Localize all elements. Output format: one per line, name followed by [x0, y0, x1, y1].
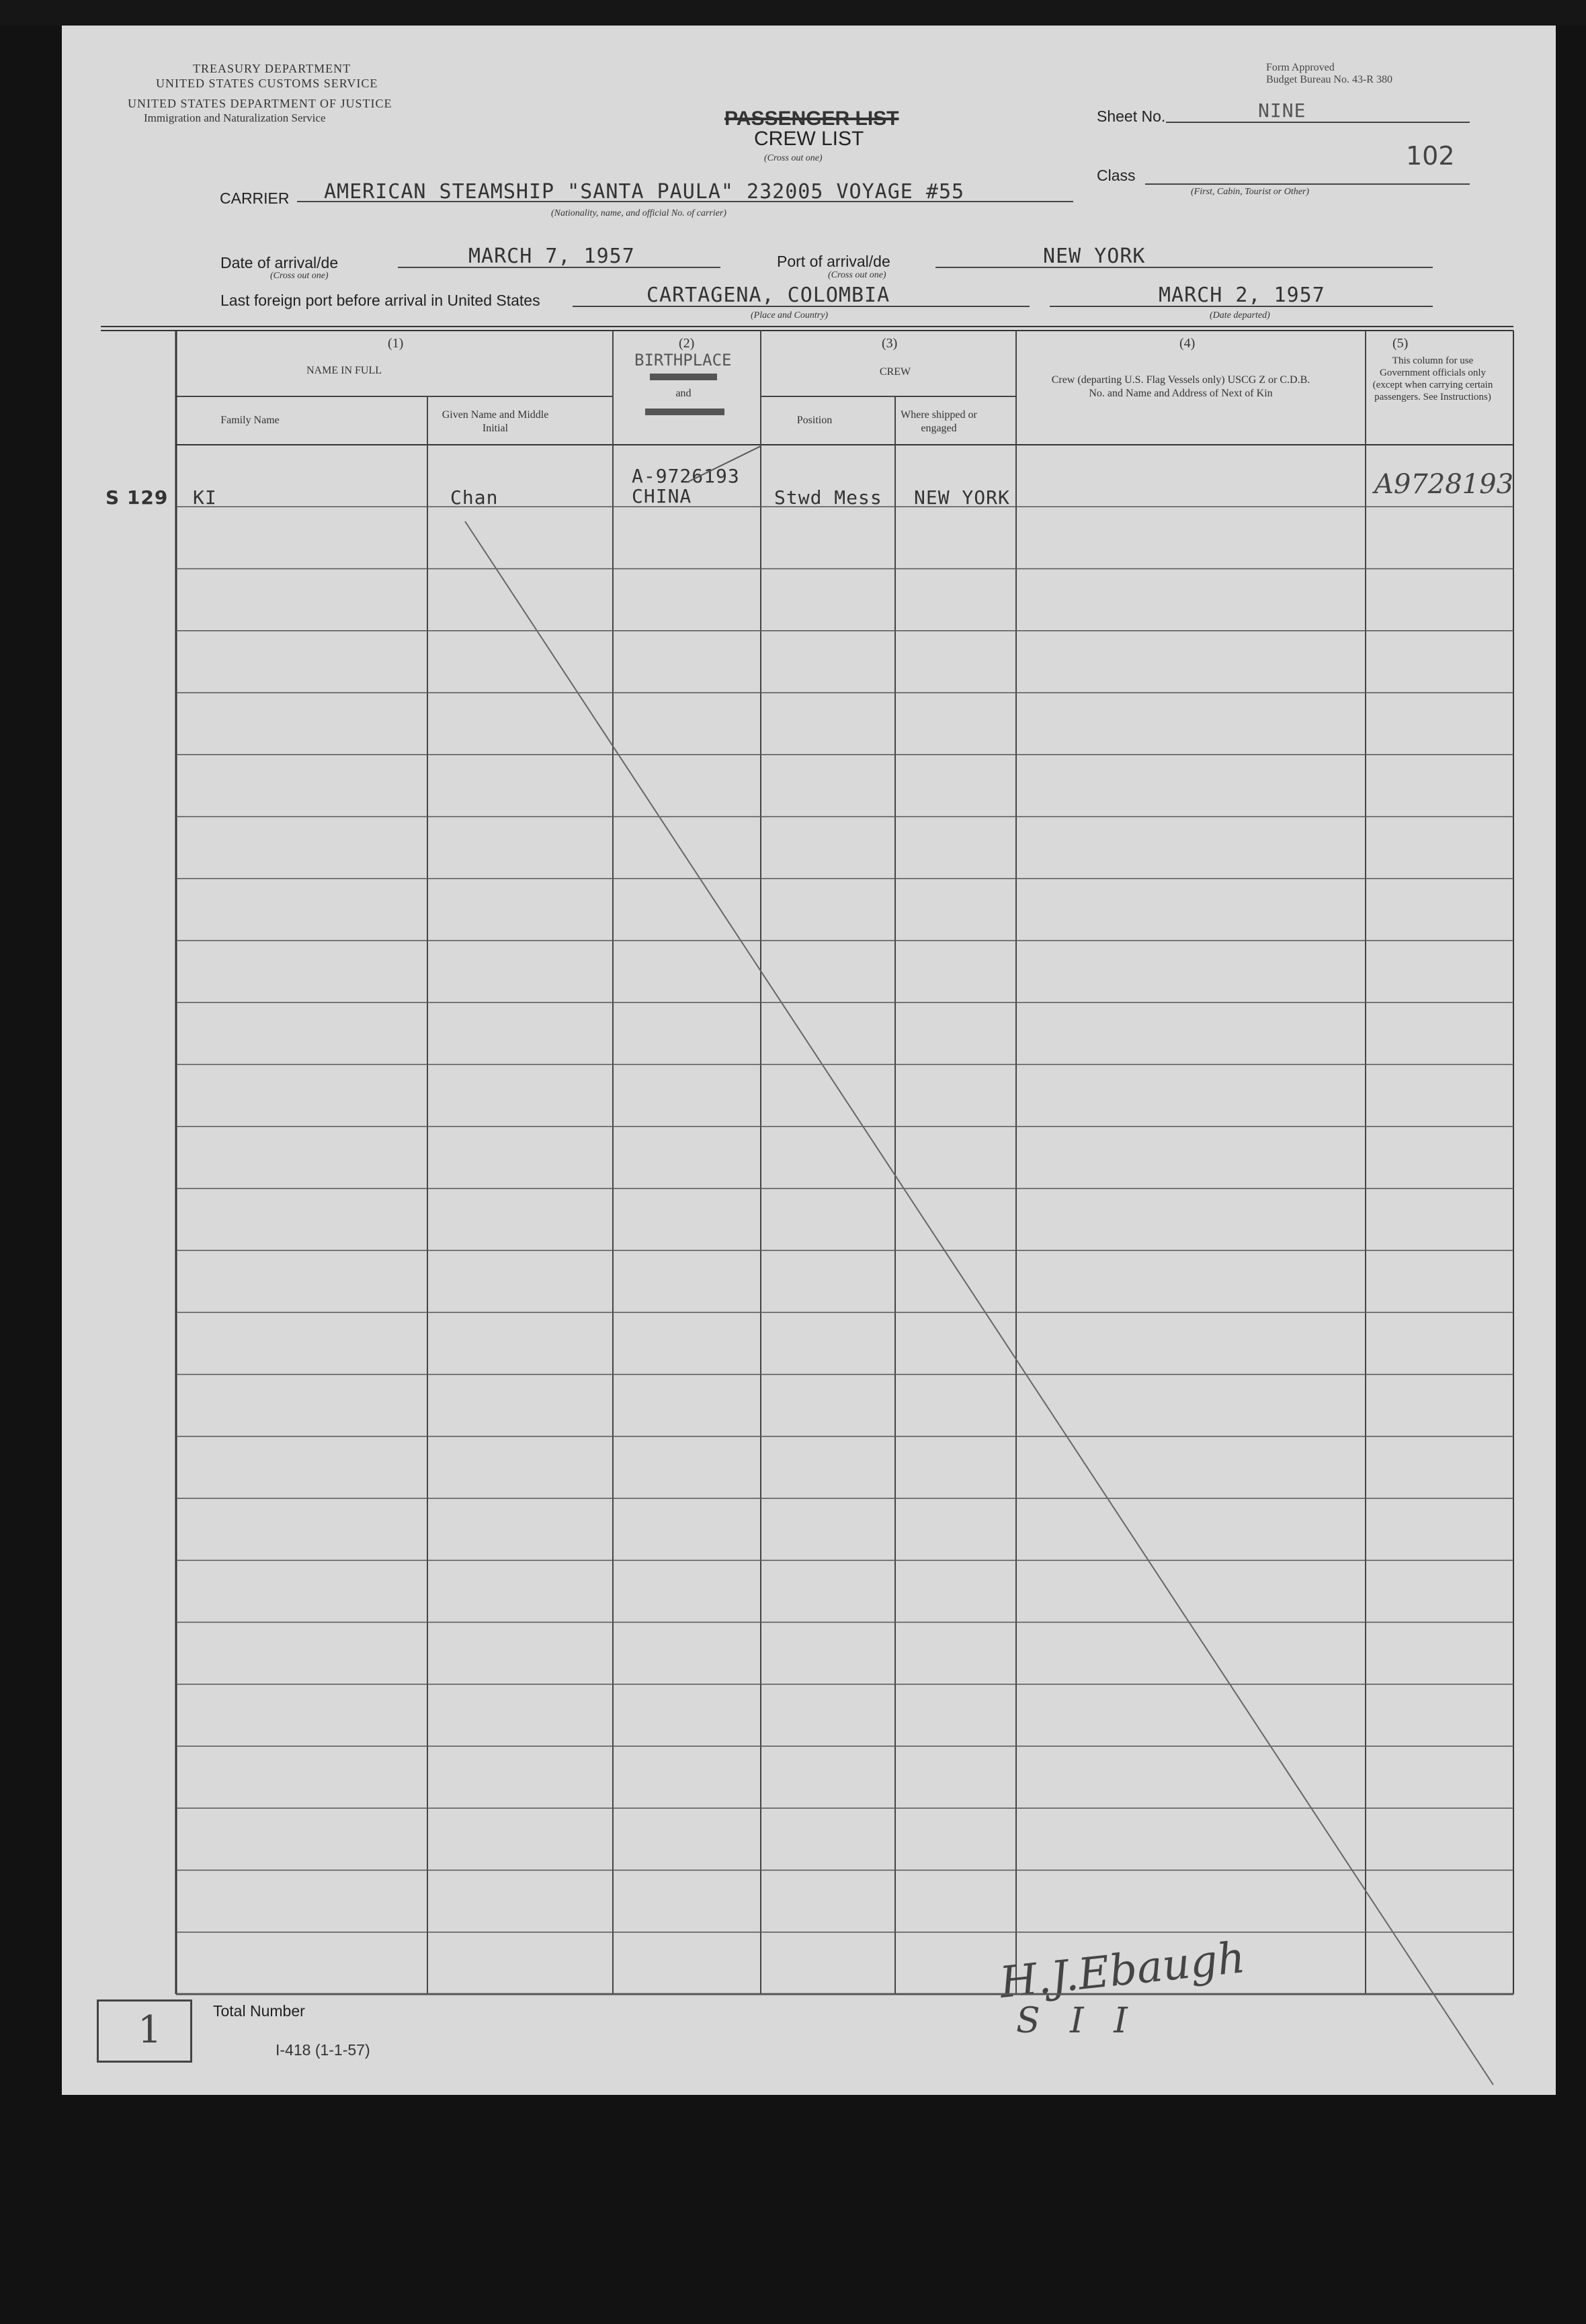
col3b-where-shipped: Where shipped or engaged [901, 409, 977, 434]
col3-number: (3) [882, 336, 898, 351]
agency-line-1: TREASURY DEPARTMENT [193, 62, 351, 75]
agency-line-2: UNITED STATES CUSTOMS SERVICE [156, 77, 378, 90]
class-note: (First, Cabin, Tourist or Other) [1191, 187, 1310, 197]
carrier-note: (Nationality, name, and official No. of carrier) [551, 208, 726, 218]
agency-line-3: UNITED STATES DEPARTMENT OF JUSTICE [128, 97, 392, 110]
date-departed-note: (Date departed) [1210, 310, 1270, 320]
crew-list-form [62, 26, 1556, 2095]
col1a-family-name: Family Name [220, 415, 280, 426]
agency-line-4: Immigration and Naturalization Service [144, 112, 326, 124]
port-of-arrival-label: Port of arrival/de [777, 253, 890, 270]
place-note: (Place and Country) [751, 310, 829, 320]
col3a-position: Position [796, 415, 833, 426]
col5-number: (5) [1392, 336, 1409, 351]
scanner-border [0, 0, 1586, 26]
form-number: I-418 (1-1-57) [276, 2041, 370, 2059]
col4-title: Crew (departing U.S. Flag Vessels only) USCG Z or C.D.B. No. and Name and Address of Next of Kin [1051, 374, 1310, 399]
entry-official-note: A9728193 [1374, 469, 1514, 500]
sheet-value: NINE [1258, 99, 1306, 122]
form-grid [62, 26, 1556, 2095]
date-of-arrival-value: MARCH 7, 1957 [468, 245, 635, 268]
col1-number: (1) [388, 336, 404, 351]
entry-family-name: KI [193, 486, 217, 509]
col2-and: and [675, 388, 692, 399]
entry-position: Stwd Mess [774, 486, 882, 509]
signature-name: H.J.Ebaugh [997, 1933, 1248, 2008]
date-of-arrival-label: Date of arrival/de [220, 254, 339, 271]
entry-birthplace: CHINA [632, 485, 692, 507]
crew-list-title: CREW LIST [754, 128, 864, 150]
budget-bureau-number: Budget Bureau No. 43-R 380 [1266, 74, 1392, 85]
entry-where-shipped: NEW YORK [914, 486, 1010, 509]
port-cross-out-note: (Cross out one) [828, 270, 886, 280]
carrier-value: AMERICAN STEAMSHIP "SANTA PAULA" 232005 VOYAGE #55 [324, 180, 965, 204]
col1b-given-name: Given Name and Middle Initial [442, 409, 549, 434]
class-label: Class [1097, 167, 1136, 184]
carrier-label: CARRIER [220, 189, 290, 207]
col5-title: This column for use Government officials only (except when carrying certain passengers. See Instructions) [1372, 355, 1493, 402]
date-cross-out-note: (Cross out one) [270, 271, 329, 281]
date-departed-value: MARCH 2, 1957 [1159, 284, 1325, 307]
entry-alien-number: A-9726193 [632, 465, 740, 487]
col4-number: (4) [1179, 336, 1196, 351]
cross-out-note: (Cross out one) [764, 153, 823, 163]
col1-title: NAME IN FULL [306, 365, 382, 376]
total-number-label: Total Number [213, 2002, 305, 2020]
entry-line-id: S 129 [106, 486, 169, 509]
signature-initials: S I I [1016, 2001, 1137, 2041]
entry-given-name: Chan [450, 486, 499, 509]
form-approved: Form Approved [1266, 62, 1335, 73]
last-foreign-port-label: Last foreign port before arrival in United States [220, 292, 540, 309]
col2-title: BIRTHPLACE [634, 351, 732, 370]
last-foreign-port-value: CARTAGENA, COLOMBIA [646, 284, 890, 307]
sheet-label: Sheet No. [1097, 107, 1166, 125]
page-number: 102 [1406, 141, 1455, 171]
port-of-arrival-value: NEW YORK [1043, 245, 1146, 268]
col3-title: CREW [879, 366, 911, 378]
total-number-value: 1 [138, 2008, 162, 2052]
col2-number: (2) [679, 336, 695, 351]
passenger-list-struck-title: PASSENGER LIST [724, 107, 899, 130]
